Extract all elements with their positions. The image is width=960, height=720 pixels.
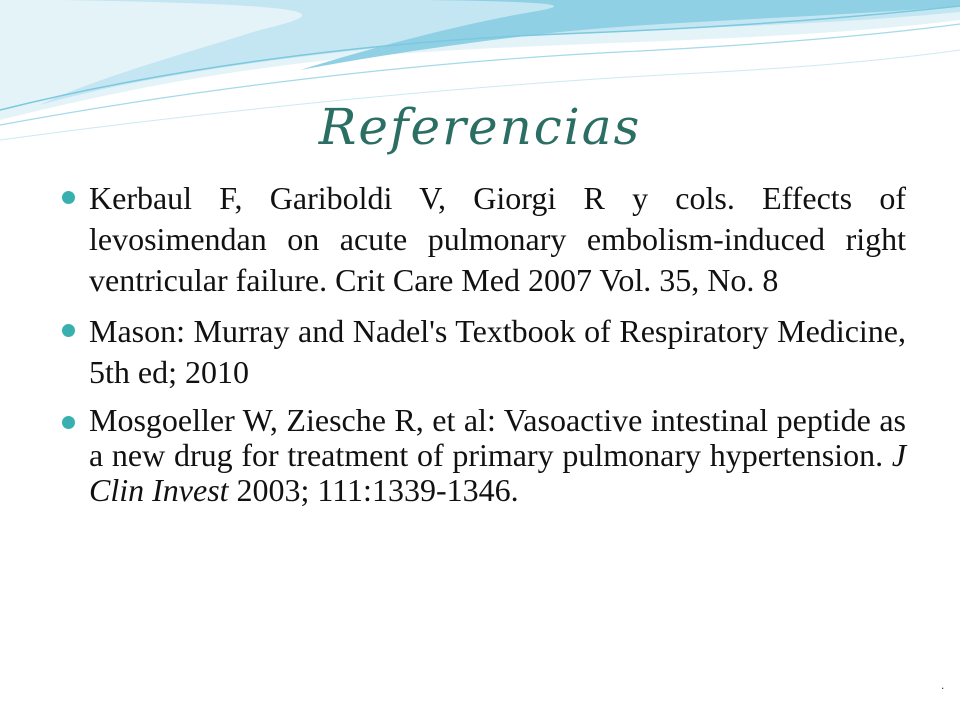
slide-footer-mark: . bbox=[941, 678, 945, 692]
reference-text: Kerbaul F, Gariboldi V, Giorgi R y cols. Effects of levosimendan on acute pulmonary embolism-induced right ventricular failure. Crit Care Med 2007 Vol. 35, No. 8 bbox=[89, 180, 906, 298]
journal-name: J Clin Invest bbox=[89, 437, 907, 508]
reference-citation: 2003; 111:1339-1346. bbox=[236, 472, 519, 508]
reference-text bbox=[89, 403, 906, 508]
bullet-icon bbox=[62, 191, 75, 204]
reference-item bbox=[58, 403, 906, 508]
reference-item bbox=[58, 178, 906, 301]
reference-list bbox=[58, 178, 906, 508]
reference-text: Mason: Murray and Nadel's Textbook of Respiratory Medicine, 5th ed; 2010 bbox=[89, 313, 906, 390]
reference-item bbox=[58, 311, 906, 393]
slide-title: Referencias bbox=[318, 98, 642, 156]
reference-content bbox=[58, 178, 906, 508]
bullet-icon bbox=[62, 416, 75, 429]
bullet-icon bbox=[62, 324, 75, 337]
reference-text-main: Mosgoeller W, Ziesche R, et al: Vasoactive intestinal peptide as a new drug for treatment of primary pulmonary hypertension. bbox=[89, 402, 906, 473]
